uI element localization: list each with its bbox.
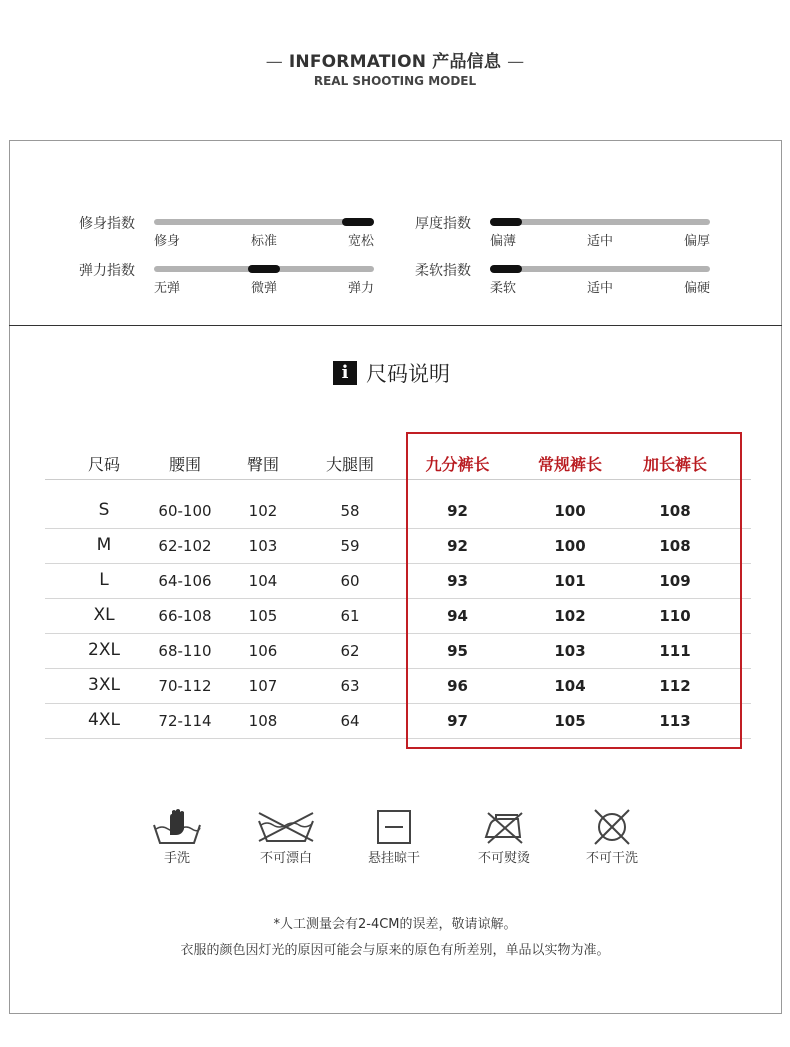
cell-waist: 66-108 [158,607,212,625]
thickness-tick-thick: 偏厚 [683,234,710,249]
header-size: 尺码 [87,455,120,474]
cell-waist: 68-110 [158,642,212,660]
cell-ninth-length: 92 [447,502,468,520]
care-no-bleach [241,807,331,866]
cell-ninth-length: 94 [447,607,468,625]
title-dash-right: — [507,52,525,72]
cell-waist: 64-106 [158,572,212,590]
softness-tick-medium: 适中 [586,281,614,296]
cell-regular-length: 102 [554,607,586,625]
cell-long-length: 109 [659,572,691,590]
cell-regular-length: 105 [554,712,586,730]
measurement-note: *人工测量会有2-4CM的误差，敬请谅解。 [273,917,517,932]
cell-ninth-length: 97 [447,712,468,730]
cell-thigh: 64 [340,712,360,730]
care-label-hang-dry: 悬挂晾干 [367,851,420,866]
cell-ninth-length: 95 [447,642,468,660]
fit-tick-standard: 标准 [250,234,278,249]
cell-waist: 60-100 [158,502,212,520]
cell-size: XL [93,605,115,625]
thickness-index [415,213,715,257]
elasticity-index-marker [248,265,280,273]
cell-long-length: 108 [659,502,691,520]
elasticity-tick-none: 无弹 [154,281,181,296]
info-icon: i [333,361,357,385]
care-label-hand-wash: 手洗 [163,851,190,866]
cell-waist: 70-112 [158,677,212,695]
softness-tick-hard: 偏硬 [683,281,710,296]
size-section-title [333,360,450,386]
cell-hip: 104 [248,572,278,590]
cell-thigh: 58 [340,502,360,520]
title-dash-left: — [265,52,283,72]
cell-ninth-length: 92 [447,537,468,555]
cell-waist: 62-102 [158,537,212,555]
cell-regular-length: 103 [554,642,586,660]
cell-ninth-length: 93 [447,572,468,590]
title-en: INFORMATION [288,52,427,72]
cell-size: L [99,570,109,590]
no-bleach-icon [255,807,317,845]
cell-hip: 106 [248,642,278,660]
care-label-no-dry-clean: 不可干洗 [585,851,638,866]
elasticity-index-track [154,266,374,272]
cell-long-length: 110 [659,607,691,625]
softness-index [415,260,715,304]
care-no-dry-clean [567,807,657,866]
header-waist: 腰围 [168,455,201,474]
cell-hip: 103 [248,537,278,555]
no-iron-icon [480,807,528,845]
cell-regular-length: 104 [554,677,586,695]
cell-long-length: 112 [659,677,691,695]
header-hip: 臀围 [246,455,279,474]
elasticity-index-label: 弹力指数 [79,263,135,279]
care-label-no-bleach: 不可漂白 [259,851,312,866]
no-dry-clean-icon [592,807,632,845]
info-header-subtitle: REAL SHOOTING MODEL [313,74,477,88]
cell-size: M [96,535,112,555]
section-divider [9,325,782,326]
cell-waist: 72-114 [158,712,212,730]
cell-regular-length: 100 [554,537,586,555]
cell-thigh: 63 [340,677,360,695]
thickness-tick-medium: 适中 [586,234,614,249]
info-header-title [0,47,790,72]
size-section-title-text: 尺码说明 [366,362,450,386]
fit-index [79,213,379,257]
header-regular-length: 常规裤长 [537,455,602,474]
cell-size: 4XL [88,710,120,730]
care-no-iron [459,807,549,866]
cell-hip: 105 [248,607,278,625]
thickness-index-track [490,219,710,225]
title-cn: 产品信息 [432,52,502,72]
cell-regular-length: 100 [554,502,586,520]
length-highlight-box [406,432,742,749]
cell-thigh: 61 [340,607,360,625]
softness-tick-soft: 柔软 [490,281,517,296]
header-long-length: 加长裤长 [642,455,707,474]
cell-long-length: 113 [659,712,691,730]
cell-long-length: 108 [659,537,691,555]
cell-size: S [98,500,110,520]
care-label-no-iron: 不可熨烫 [477,851,530,866]
cell-thigh: 60 [340,572,360,590]
hand-wash-icon [152,807,202,845]
cell-hip: 102 [248,502,278,520]
thickness-index-label: 厚度指数 [415,216,471,232]
fit-index-track [154,219,374,225]
elasticity-tick-stretch: 弹力 [347,281,374,296]
fit-tick-slim: 修身 [154,234,181,249]
cell-regular-length: 101 [554,572,586,590]
elasticity-index [79,260,379,304]
header-ninth-length: 九分裤长 [425,455,490,474]
softness-index-marker [490,265,522,273]
cell-hip: 107 [248,677,278,695]
softness-index-track [490,266,710,272]
fit-tick-loose: 宽松 [347,234,374,249]
thickness-index-marker [490,218,522,226]
color-note: 衣服的颜色因灯光的原因可能会与原来的原色有所差别，单品以实物为准。 [180,943,610,958]
thickness-tick-thin: 偏薄 [490,234,517,249]
cell-hip: 108 [248,712,278,730]
fit-index-label: 修身指数 [79,216,135,232]
softness-index-label: 柔软指数 [415,263,471,279]
cell-thigh: 59 [340,537,360,555]
hang-dry-icon [376,807,412,845]
header-thigh: 大腿围 [325,455,374,474]
cell-ninth-length: 96 [447,677,468,695]
fit-index-marker [342,218,374,226]
cell-size: 3XL [88,675,120,695]
cell-size: 2XL [88,640,120,660]
care-hand-wash [132,807,222,866]
elasticity-tick-slight: 微弹 [250,281,278,296]
cell-thigh: 62 [340,642,360,660]
cell-long-length: 111 [659,642,691,660]
care-hang-dry [349,807,439,866]
